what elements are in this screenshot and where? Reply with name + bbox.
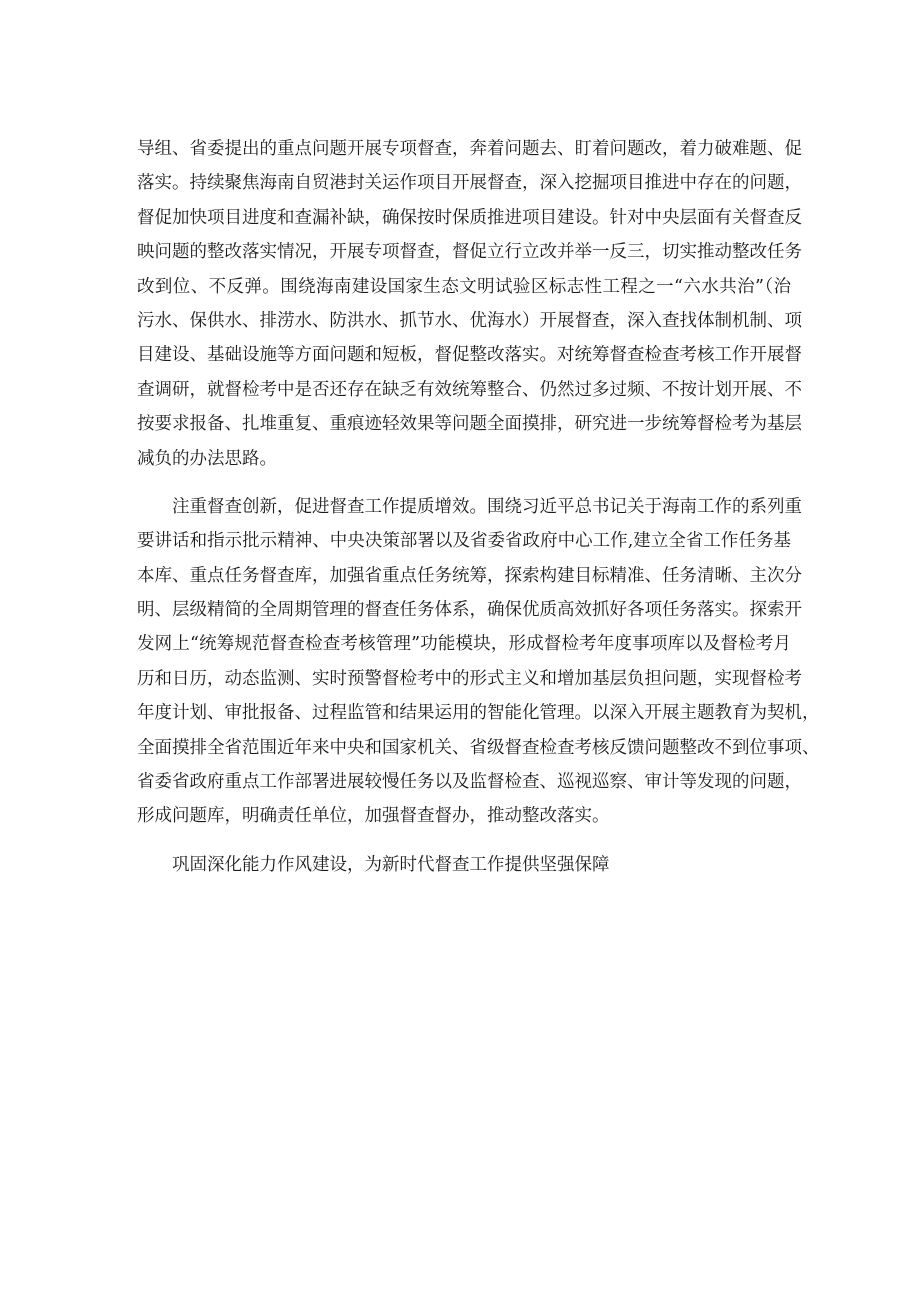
text-line: 形成问题库，明确责任单位，加强督查督办，推动整改落实。: [137, 806, 610, 827]
text-line: 映问题的整改落实情况，开展专项督查，督促立行立改并举一反三，切实推动整改任务: [137, 242, 802, 263]
text-line: 年度计划、审批报备、过程监管和结果运用的智能化管理。以深入开展主题教育为契机，: [137, 703, 820, 724]
paragraph-3: [137, 848, 791, 882]
text-line: 落实。持续聚焦海南自贸港封关运作项目开展督查，深入挖掘项目推进中存在的问题，: [137, 173, 802, 194]
text-line: 发网上“统筹规范督查检查考核管理”功能模块，形成督检考年度事项库以及督检考月: [137, 634, 791, 655]
text-line: 全面摸排全省范围近年来中央和国家机关、省级督查检查考核反馈问题整改不到位事项、: [137, 737, 820, 758]
document-body: [137, 132, 820, 882]
text-line: 污水、保供水、排涝水、防洪水、抓节水、优海水）开展督查，深入查找体制机制、项: [137, 310, 802, 331]
text-line: 省委省政府重点工作部署进展较慢任务以及监督检查、巡视巡察、审计等发现的问题，: [137, 772, 802, 793]
paragraph-2: [137, 490, 820, 834]
text-line: 历和日历，动态监测、实时预警督检考中的形式主义和增加基层负担问题，实现督检考: [137, 668, 802, 689]
text-line: 减负的办法思路。: [137, 448, 277, 469]
text-line: 查调研，就督检考中是否还存在缺乏有效统筹整合、仍然过多过频、不按计划开展、不: [137, 379, 802, 400]
text-line: 目建设、基础设施等方面问题和短板，督促整改落实。对统筹督查检查考核工作开展督: [137, 345, 802, 366]
text-line: 督促加快项目进度和查漏补缺，确保按时保质推进项目建设。针对中央层面有关督查反: [137, 207, 802, 228]
text-line: 注重督查创新，促进督查工作提质增效。围绕习近平总书记关于海南工作的系列重: [172, 496, 802, 517]
text-line: 改到位、不反弹。围绕海南建设国家生态文明试验区标志性工程之一“六水共治”（治: [137, 276, 791, 297]
text-line: 导组、省委提出的重点问题开展专项督查，奔着问题去、盯着问题改，着力破难题、促: [137, 139, 802, 159]
text-line: 明、层级精简的全周期管理的督查任务体系，确保优质高效抓好各项任务落实。探索开: [137, 600, 802, 621]
text-line: 要讲话和指示批示精神、中央决策部署以及省委省政府中心工作,建立全省工作任务基: [137, 531, 791, 552]
text-line: 本库、重点任务督查库，加强省重点任务统筹，探索构建目标精准、任务清晰、主次分: [137, 565, 802, 586]
text-line: 按要求报备、扎堆重复、重痕迹轻效果等问题全面摸排，研究进一步统筹督检考为基层: [137, 414, 802, 435]
section-heading: 巩固深化能力作风建设，为新时代督查工作提供坚强保障: [172, 854, 610, 875]
paragraph-spacer: [137, 476, 791, 490]
paragraph-1: [137, 132, 802, 476]
paragraph-spacer: [137, 834, 791, 848]
